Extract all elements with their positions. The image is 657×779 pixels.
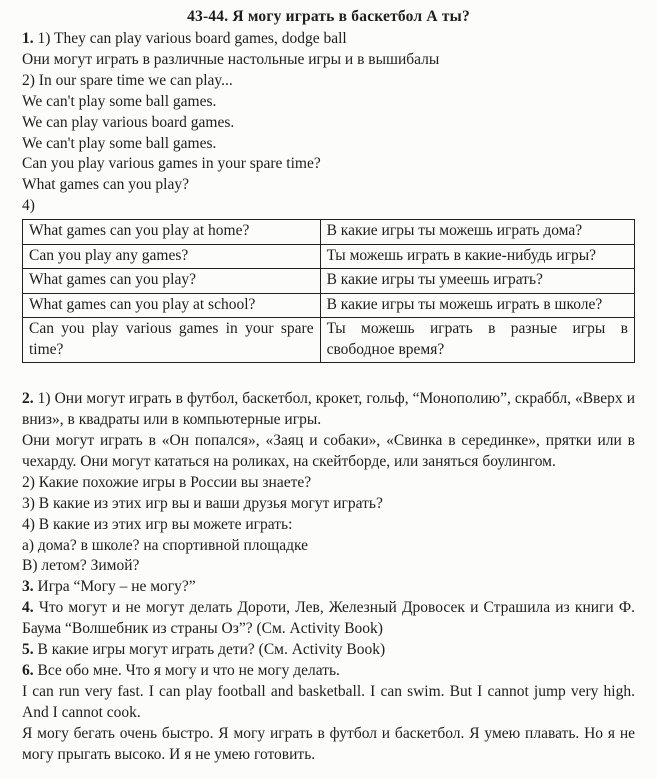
section-1 xyxy=(22,29,635,217)
line-text: Что могут и не могут делать Дороти, Лев, Железный Дровосек и Страшила из книги Ф. Баума “Волшебник из страны Оз”? (См. Activity Book) xyxy=(22,599,635,638)
table-row xyxy=(23,293,635,318)
answer-line xyxy=(22,661,635,682)
table-row xyxy=(23,220,635,245)
item-number: 1. xyxy=(22,30,34,47)
answer-line: What games can you play? xyxy=(22,176,189,194)
russian-cell: В какие игры ты можешь играть дома? xyxy=(320,220,634,245)
line-text: 1) They can play various board games, dodge ball xyxy=(37,30,347,47)
item-number: 2. xyxy=(22,390,34,408)
table-row xyxy=(23,244,635,269)
answer-line: В) летом? Зимой? xyxy=(22,557,140,575)
item-number: 6. xyxy=(22,661,34,679)
line-text: Игра “Могу – не могу?” xyxy=(37,578,196,596)
item-number: 3. xyxy=(22,578,34,596)
russian-cell: Ты можешь играть в какие-нибудь игры? xyxy=(320,244,634,269)
item-number: 4. xyxy=(22,599,34,617)
answer-line xyxy=(22,29,635,50)
answer-line: 2) Какие похожие игры в России вы знаете? xyxy=(22,473,312,491)
english-cell: Can you play various games in your spare time? xyxy=(23,318,321,363)
answer-line: 4) xyxy=(22,197,35,215)
russian-cell: Ты можешь играть в разные игры в свободное время? xyxy=(320,318,634,363)
english-cell: What games can you play at home? xyxy=(23,220,321,245)
translation-table xyxy=(22,219,635,363)
section-2 xyxy=(22,389,635,765)
english-cell: Can you play any games? xyxy=(23,244,321,269)
line-text: 1) Они могут играть в футбол, баскетбол, крокет, гольф, “Монополию”, скраббл, «Вверх и вниз», в квадраты или в компьютерные игры. xyxy=(22,390,635,429)
answer-line xyxy=(22,640,635,661)
page-title: 43-44. Я могу играть в баскетбол А ты? xyxy=(187,8,470,25)
item-number: 5. xyxy=(22,641,34,659)
answer-line: We can't play some ball games. xyxy=(22,92,217,110)
russian-cell: В какие игры ты умеешь играть? xyxy=(320,269,634,294)
answer-line: Can you play various games in your spare time? xyxy=(22,155,321,173)
table-row xyxy=(23,269,635,294)
table-row xyxy=(23,318,635,363)
answer-line: I can run very fast. I can play football and basketball. I can swim. But I cannot jump very high. And I cannot cook. xyxy=(22,682,635,721)
line-text: В какие игры могут играть дети? (См. Activity Book) xyxy=(37,641,386,659)
answer-line: Они могут играть в различные настольные игры и в вышибалы xyxy=(22,50,440,68)
line-text: Все обо мне. Что я могу и что не могу делать. xyxy=(37,661,340,679)
answer-line xyxy=(22,598,635,640)
russian-cell: В какие игры ты можешь играть в школе? xyxy=(320,293,634,318)
answer-line: 2) In our spare time we can play... xyxy=(22,71,233,89)
answer-line: 3) В какие из этих игр вы и ваши друзья могут играть? xyxy=(22,494,383,512)
answer-line: Я могу бегать очень быстро. Я могу играть в футбол и баскетбол. Я умею плавать. Но я не могу прыгать высоко. И я не умею готовить. xyxy=(22,724,635,763)
answer-line: Они могут играть в «Он попался», «Заяц и собаки», «Свинка в серединке», прятки или в чехарду. Они могут кататься на роликах, на скейтборде, или заняться боулингом. xyxy=(22,431,635,470)
english-cell: What games can you play at school? xyxy=(23,293,321,318)
answer-line: We can't play some ball games. xyxy=(22,134,217,152)
english-cell: What games can you play? xyxy=(23,269,321,294)
answer-line: 4) В какие из этих игр вы можете играть: xyxy=(22,515,293,533)
answer-line: а) дома? в школе? на спортивной площадке xyxy=(22,536,309,554)
answer-line xyxy=(22,577,635,598)
answer-line: We can play various board games. xyxy=(22,113,235,131)
answer-line xyxy=(22,389,635,431)
